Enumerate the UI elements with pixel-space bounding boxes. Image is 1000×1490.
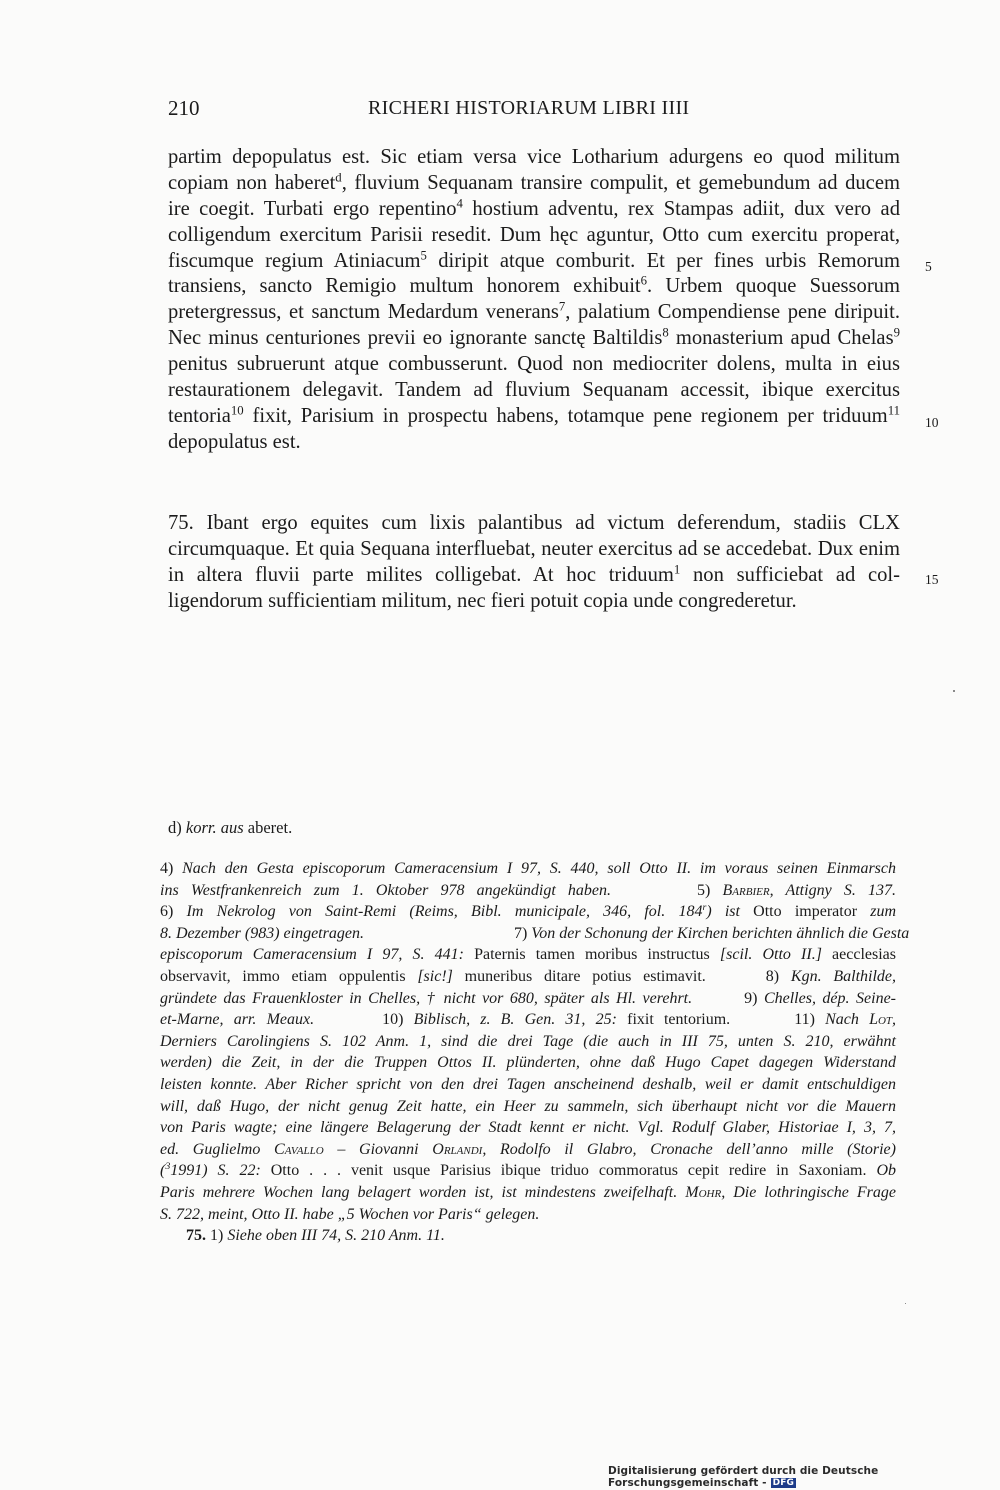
footnote-line: 6) Im Nekrolog von Saint-Remi (Reims, Bibl. municipale, 346, fol. 184$^r$) ist Otto imperator zum — [160, 902, 897, 921]
page-number: 210 — [168, 96, 200, 120]
footnote-line: 75. 1) Siehe oben III 74, S. 210 Anm. 11. — [186, 1227, 445, 1245]
text-line: ligendorum sufficientiam militum, nec fieri potuit copia unde congrederetur. — [168, 589, 797, 612]
text-line: in altera fluvii parte milites colligebat. At hoc triduum$^1$ non sufficiebat ad col- — [168, 562, 900, 586]
footnote-line: observavit, immo etiam oppulentis [sic!] muneribus ditare potius estimavit. 8) Kgn. Balthilde, — [160, 967, 897, 985]
text-line: colligendum exercitum Parisii resedit. Dum hęc aguntur, Otto cum exercitu properat, — [168, 223, 900, 246]
text-line: Nec minus centuriones previi eo ignorante sanctę Baltildis$^8$ monasterium apud Chelas$^9$ — [168, 325, 900, 350]
text-line: 75. Ibant ergo equites cum lixis palantibus ad victum deferendum, stadiis CLX — [168, 512, 900, 534]
footnote-line: et-Marne, arr. Meaux. 10) Biblisch, z. B. Gen. 31, 25: fixit tentorium. 11) Nach Lot, — [160, 1011, 897, 1029]
footnote-line: ($^3$1991) S. 22: Otto . . . venit usque Parisius ibique triduo commoratus cepit redire in Saxoniam. Ob — [160, 1161, 897, 1180]
text-line: partim depopulatus est. Sic etiam versa vice Lotharium adurgens eo quod militum — [168, 146, 900, 168]
apparatus-note-d: d) korr. aus aberet. — [168, 818, 293, 837]
text-line: penitus subruerunt atque combusserunt. Quod non mediocriter dolens, multa in eius — [168, 353, 900, 376]
text-line: fiscumque regium Atiniacum$^5$ diripit atque comburit. Et per fines urbis Remorum — [168, 247, 900, 272]
footnote-line: Paris mehrere Wochen lang belagert worden ist, ist mindestens zweifelhaft. Mohr, Die lothringische Frage — [160, 1183, 896, 1201]
footnote-line: werden) die Zeit, in der die Truppen Ottos II. plünderten, ohne daß Hugo Capet dagegen Widerstand — [160, 1054, 896, 1072]
text-line: restaurationem delegavit. Tandem ad fluvium Sequanam accessit, ibique exercitus — [168, 379, 900, 402]
text-line: transiens, sancto Remigio multum honorem exhibuit$^6$. Urbem quoque Suessorum — [168, 273, 900, 298]
speck-mark — [953, 690, 955, 692]
text-line: depopulatus est. — [168, 430, 301, 453]
line-number: 10 — [925, 415, 939, 430]
footnote-line: will, daß Hugo, der nicht genug Zeit hatte, ein Heer zu sammeln, sich überhaupt nicht vor die Mauern — [160, 1097, 896, 1115]
line-number: 15 — [925, 572, 939, 587]
text-line: copiam non haberet$^d$, fluvium Sequanam transire compulit, et gemebundum ad ducem — [168, 170, 900, 194]
running-head: RICHERI HISTORIARUM LIBRI IIII — [368, 97, 690, 119]
footnotes — [160, 858, 910, 1247]
text-line: tentoria$^{10}$ fixit, Parisium in prospectu habens, totamque pene regionem per triduum$^{11}$ — [168, 403, 900, 427]
footnote-line: gründete das Frauenkloster in Chelles, † nicht vor 680, später als Hl. verehrt. 9) Chelles, dép. Seine- — [160, 989, 896, 1007]
speck-mark — [905, 1303, 906, 1304]
footnote-line: 4) Nach den Gesta episcoporum Cameracensium I 97, S. 440, soll Otto II. im voraus seinen Einmarsch — [160, 860, 897, 877]
line-number: 5 — [925, 259, 932, 274]
footnote-line: Derniers Carolingiens S. 102 Anm. 1, sind die drei Tage (die auch in III 75, unten S. 210, erwähnt — [160, 1032, 896, 1050]
footnote-line: ed. Guglielmo Cavallo – Giovanni Orlandi, Rodolfo il Glabro, Cronache dell’anno mille (Storie) — [160, 1140, 896, 1158]
main-text-paragraph-2 — [168, 511, 900, 615]
footnote-line: S. 722, meint, Otto II. habe „5 Wochen vor Paris“ gelegen. — [160, 1205, 540, 1223]
text-line: pretergressus, et sanctum Medardum venerans$^7$, palatium Compendiense pene diripuit. — [168, 299, 900, 324]
footnote-line: leisten konnte. Aber Richer spricht von den drei Tagen anscheinend deshalb, weil er damit entschuldigen — [160, 1075, 896, 1093]
main-text-paragraph-1 — [168, 145, 900, 456]
text-line: ire coegit. Turbati ergo repentino$^4$ hostium adventu, rex Stampas adiit, dux vero ad — [168, 196, 900, 220]
footnote-line: von Paris wagte; eine längere Belagerung der Stadt kennt er nicht. Vgl. Rodulf Glaber, Historiae I, 3, 7, — [160, 1119, 896, 1137]
footnote-line: episcoporum Cameracensium I 97, S. 441: Paternis tamen moribus instructus [scil. Otto II.] aecclesias — [160, 946, 897, 964]
digitization-credit: Digitalisierung gefördert durch die Deutsche Forschungsgemeinschaft - DFG — [608, 1465, 879, 1489]
footnote-line: ins Westfrankenreich zum 1. Oktober 978 angekündigt haben. 5) Barbier, Attigny S. 137. — [160, 881, 896, 899]
footnote-line: 8. Dezember (983) eingetragen. 7) Von der Schonung der Kirchen berichten ähnlich die Gesta — [160, 924, 910, 942]
dfg-logo: DFG — [772, 1478, 794, 1488]
text-line: circumquaque. Et quia Sequana interfluebat, neuter exercitus ad se accedebat. Dux enim — [168, 537, 900, 560]
